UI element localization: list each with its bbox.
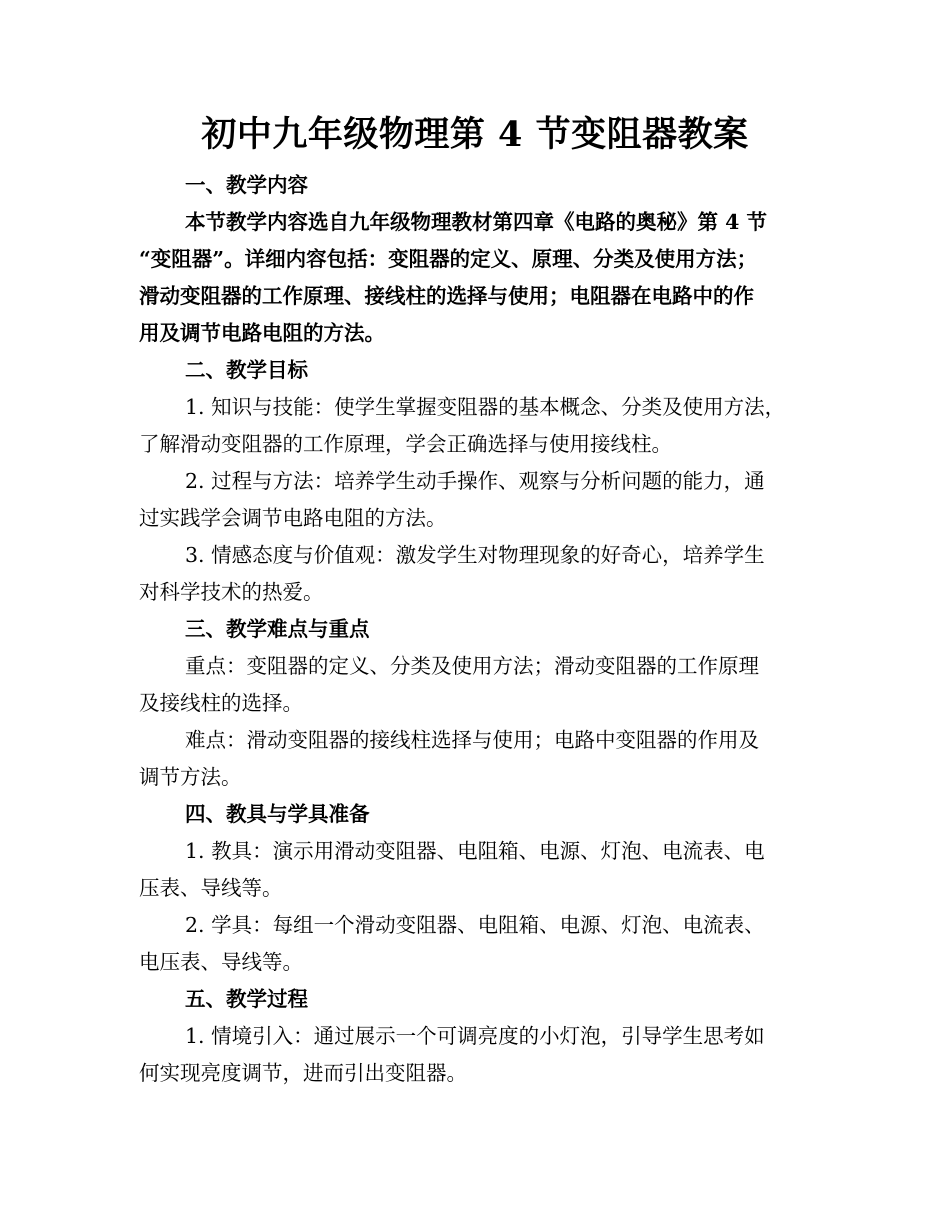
document-title: 初中九年级物理第 4 节变阻器教案 [201, 114, 749, 155]
paragraph-line: 2. 过程与方法：培养学生动手操作、观察与分析问题的能力，通 [185, 469, 765, 493]
paragraph-line: 对科学技术的热爱。 [139, 580, 324, 604]
paragraph-line: 1. 知识与技能：使学生掌握变阻器的基本概念、分类及使用方法， [185, 395, 786, 419]
paragraph-line: 电压表、导线等。 [139, 950, 303, 974]
section-heading-materials: 四、教具与学具准备 [185, 802, 370, 826]
section-heading-objectives: 二、教学目标 [185, 358, 308, 382]
paragraph-line: 何实现亮度调节，进而引出变阻器。 [139, 1061, 467, 1085]
paragraph-line: 本节教学内容选自九年级物理教材第四章《电路的奥秘》第 4 节 [185, 210, 768, 234]
paragraph-line: 过实践学会调节电路电阻的方法。 [139, 506, 447, 530]
section-heading-key-points: 三、教学难点与重点 [185, 617, 370, 641]
paragraph-line: 调节方法。 [139, 765, 242, 789]
paragraph-line: “变阻器”。详细内容包括：变阻器的定义、原理、分类及使用方法； [139, 247, 758, 271]
paragraph-line: 1. 情境引入：通过展示一个可调亮度的小灯泡，引导学生思考如 [185, 1024, 765, 1048]
section-heading-content: 一、教学内容 [185, 173, 308, 197]
paragraph-line: 1. 教具：演示用滑动变阻器、电阻箱、电源、灯泡、电流表、电 [185, 839, 765, 863]
paragraph-line: 压表、导线等。 [139, 876, 283, 900]
paragraph-line: 滑动变阻器的工作原理、接线柱的选择与使用；电阻器在电路中的作 [139, 284, 754, 308]
section-heading-process: 五、教学过程 [185, 987, 308, 1011]
paragraph-line: 3. 情感态度与价值观：激发学生对物理现象的好奇心，培养学生 [185, 543, 765, 567]
paragraph-line: 及接线柱的选择。 [139, 691, 303, 715]
paragraph-line: 2. 学具：每组一个滑动变阻器、电阻箱、电源、灯泡、电流表、 [185, 913, 765, 937]
paragraph-line: 难点：滑动变阻器的接线柱选择与使用；电路中变阻器的作用及 [185, 728, 759, 752]
paragraph-line: 重点：变阻器的定义、分类及使用方法；滑动变阻器的工作原理 [185, 654, 759, 678]
paragraph-line: 了解滑动变阻器的工作原理，学会正确选择与使用接线柱。 [139, 432, 672, 456]
paragraph-line: 用及调节电路电阻的方法。 [139, 321, 385, 345]
